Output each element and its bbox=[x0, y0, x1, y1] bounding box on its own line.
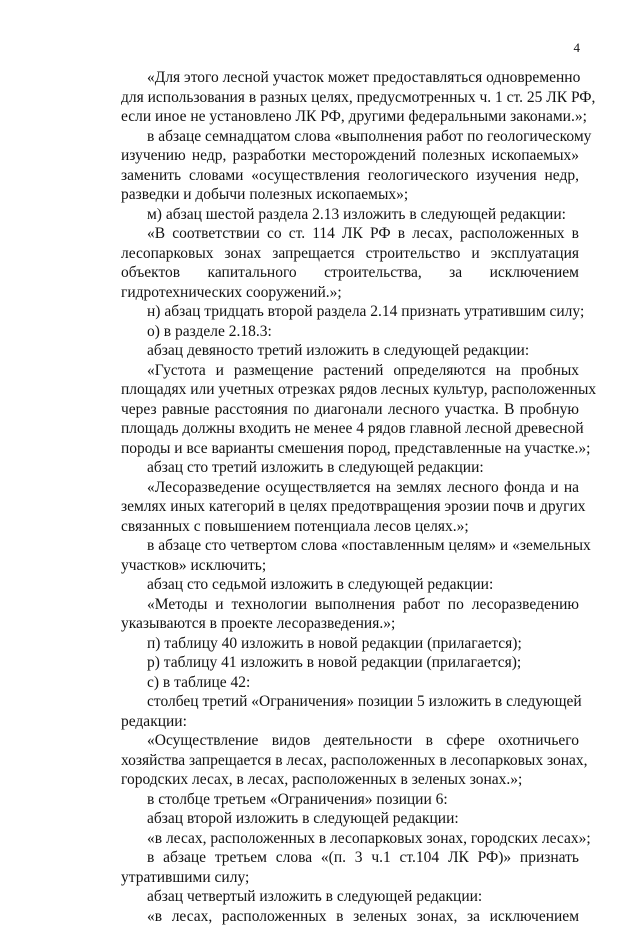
text-line: «Густота и размещение растений определяются на пробных bbox=[121, 361, 579, 381]
text-line: землях иных категорий в целях предотвращения эрозии почв и других bbox=[121, 497, 579, 517]
text-line: площадях или учетных отрезках рядов лесных культур, расположенных bbox=[121, 380, 579, 400]
text-line: гидротехнических сооружений.»; bbox=[121, 283, 579, 303]
text-line: с) в таблице 42: bbox=[121, 673, 579, 693]
text-line: абзац четвертый изложить в следующей редакции: bbox=[121, 887, 579, 907]
text-line: породы и все варианты смешения пород, представленные на участке.»; bbox=[121, 439, 579, 459]
text-line: указываются в проекте лесоразведения.»; bbox=[121, 614, 579, 634]
text-line: в абзаце семнадцатом слова «выполнения работ по геологическому bbox=[121, 127, 579, 147]
text-line: р) таблицу 41 изложить в новой редакции (прилагается); bbox=[121, 653, 579, 673]
text-line: участков» исключить; bbox=[121, 556, 579, 576]
text-line: хозяйства запрещается в лесах, расположенных в лесопарковых зонах, bbox=[121, 751, 579, 771]
text-line: утратившими силу; bbox=[121, 868, 579, 888]
text-line: «Лесоразведение осуществляется на землях лесного фонда и на bbox=[121, 478, 579, 498]
page-number: 4 bbox=[574, 40, 581, 56]
text-line: разведки и добычи полезных ископаемых»; bbox=[121, 185, 579, 205]
text-line: «Методы и технологии выполнения работ по лесоразведению bbox=[121, 595, 579, 615]
text-line: в столбце третьем «Ограничения» позиции 6: bbox=[121, 790, 579, 810]
text-line: н) абзац тридцать второй раздела 2.14 признать утратившим силу; bbox=[121, 302, 579, 322]
text-line: столбец третий «Ограничения» позиции 5 изложить в следующей bbox=[121, 692, 579, 712]
text-line: городских лесах, в лесах, расположенных в зеленых зонах.»; bbox=[121, 770, 579, 790]
text-line: объектов капитального строительства, за исключением bbox=[121, 263, 579, 283]
text-line: о) в разделе 2.18.3: bbox=[121, 322, 579, 342]
text-line: изучению недр, разработки месторождений полезных ископаемых» bbox=[121, 146, 579, 166]
text-line: «в лесах, расположенных в зеленых зонах, за исключением bbox=[121, 907, 579, 926]
text-line: «Осуществление видов деятельности в сфере охотничьего bbox=[121, 731, 579, 751]
text-line: «Для этого лесной участок может предоставляться одновременно bbox=[121, 68, 579, 88]
text-line: «В соответствии со ст. 114 ЛК РФ в лесах, расположенных в bbox=[121, 224, 579, 244]
text-line: м) абзац шестой раздела 2.13 изложить в следующей редакции: bbox=[121, 205, 579, 225]
text-line: связанных с повышением потенциала лесов целях.»; bbox=[121, 517, 579, 537]
text-line: «в лесах, расположенных в лесопарковых зонах, городских лесах»; bbox=[121, 829, 579, 849]
text-line: через равные расстояния по диагонали лесного участка. В пробную bbox=[121, 400, 579, 420]
text-line: лесопарковых зонах запрещается строительство и эксплуатация bbox=[121, 244, 579, 264]
text-line: площадь должны входить не менее 4 рядов главной лесной древесной bbox=[121, 419, 579, 439]
text-line: редакции: bbox=[121, 712, 579, 732]
text-line: абзац второй изложить в следующей редакции: bbox=[121, 809, 579, 829]
text-line: абзац сто седьмой изложить в следующей редакции: bbox=[121, 575, 579, 595]
text-line: в абзаце третьем слова «(п. 3 ч.1 ст.104 ЛК РФ)» признать bbox=[121, 848, 579, 868]
text-line: в абзаце сто четвертом слова «поставленным целям» и «земельных bbox=[121, 536, 579, 556]
text-line: абзац сто третий изложить в следующей редакции: bbox=[121, 458, 579, 478]
text-line: для использования в разных целях, предусмотренных ч. 1 ст. 25 ЛК РФ, bbox=[121, 88, 579, 108]
document-body bbox=[121, 68, 579, 926]
text-line: заменить словами «осуществления геологического изучения недр, bbox=[121, 166, 579, 186]
text-line: абзац девяносто третий изложить в следующей редакции: bbox=[121, 341, 579, 361]
text-line: п) таблицу 40 изложить в новой редакции (прилагается); bbox=[121, 634, 579, 654]
text-line: если иное не установлено ЛК РФ, другими федеральными законами.»; bbox=[121, 107, 579, 127]
